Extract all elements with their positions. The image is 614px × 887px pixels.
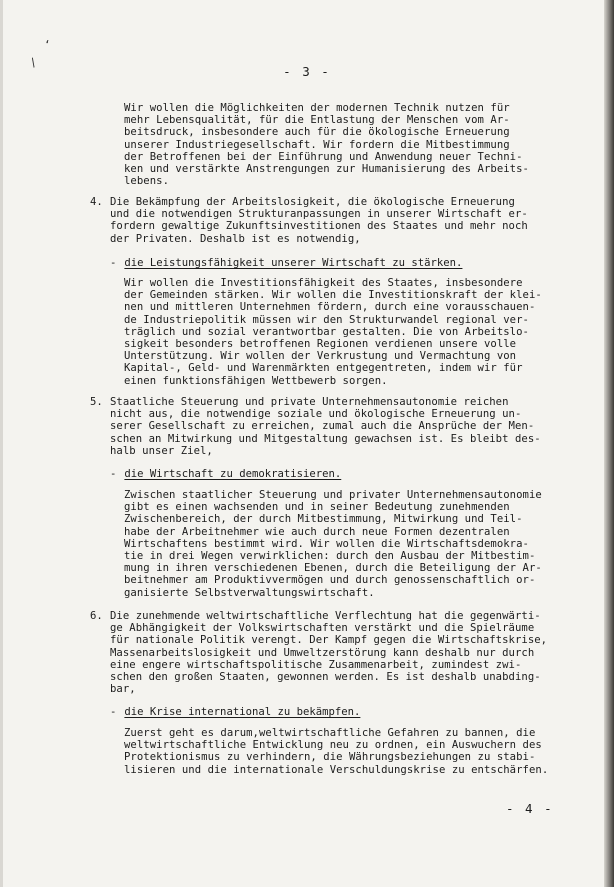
scan-edge-left [0, 0, 3, 887]
section-paragraph [110, 196, 528, 245]
text-line: Protektionismus zu verhindern, die Währungsbeziehungen zu stabi- [124, 751, 536, 764]
text-line: habe der Arbeitnehmer wie auch durch neue Formen dezentralen [124, 525, 510, 538]
text-line: tie in drei Wegen verwirklichen: durch den Ausbau der Mitbestim- [124, 550, 536, 563]
text-line: ken und verstärkte Anstrengungen zur Humanisierung des Arbeits- [124, 163, 529, 176]
section-body [124, 489, 542, 599]
text-line: Wir wollen die Investitionsfähigkeit des Staates, insbesondere [124, 277, 523, 289]
section-number: 6. [90, 610, 103, 622]
page-number: - 3 - [283, 64, 331, 79]
text-line: für nationale Politik verengt. Der Kampf gegen die Wirtschaftskrise, [110, 634, 548, 647]
text-line: nen und mittleren Unternehmen fördern, durch eine vorausschauen- [124, 301, 536, 314]
text-line: halb unser Ziel, [110, 444, 213, 457]
text-line: Die zunehmende weltwirtschaftliche Verflechtung hat die gegenwärti- [110, 610, 541, 622]
text-line: der Gemeinden stärken. Wir wollen die Investitionskraft der klei- [124, 289, 542, 302]
section-body [124, 277, 542, 387]
text-line: weltwirtschaftliche Entwicklung neu zu ordnen, ein Auswuchern des [124, 739, 542, 752]
text-line: Unterstützung. Wir wollen der Verkrustung und Vermachtung von [124, 350, 517, 363]
section-heading: - die Leistungsfähigkeit unserer Wirtschaft zu stärken. [110, 257, 463, 269]
text-line: beitnehmer am Produktivvermögen und durch genossenschaftlich or- [124, 574, 536, 587]
text-line: nicht aus, die notwendige soziale und ökologische Erneuerung un- [110, 408, 522, 421]
section-number: 5. [90, 396, 103, 408]
section-paragraph [110, 396, 541, 457]
text-line: mehr Lebensqualität, für die Entlastung der Menschen vom Ar- [124, 114, 510, 127]
text-line: Wir wollen die Möglichkeiten der modernen Technik nutzen für [124, 102, 510, 114]
text-line: eine engere wirtschaftspolitische Zusammenarbeit, zumindest zwi- [110, 658, 522, 671]
section-heading: - die Krise international zu bekämpfen. [110, 706, 361, 718]
text-line: lebens. [124, 175, 169, 188]
text-line: ganisierte Selbstverwaltungswirtschaft. [124, 586, 375, 599]
text-line: mung in ihren verschiedenen Ebenen, durch die Beteiligung der Ar- [124, 562, 542, 575]
next-page-indicator: - 4 - [506, 801, 554, 816]
text-line: schen den großen Staaten, gewonnen werden. Es ist deshalb unabding- [110, 671, 541, 684]
text-line: de Industriepolitik müssen wir den Strukturwandel regional ver- [124, 313, 529, 326]
text-line: und die notwendigen Strukturanpassungen in unserer Wirtschaft er- [110, 208, 528, 221]
pen-mark: ‘ [44, 38, 51, 51]
text-line: gibt es einen wachsenden und in seiner Bedeutung zunehmenden [124, 501, 510, 514]
section-paragraph [110, 610, 547, 695]
section-heading-text: die Krise international zu bekämpfen. [124, 706, 361, 718]
intro-paragraph [124, 102, 529, 187]
text-line: beitsdruck, insbesondere auch für die ökologische Erneuerung [124, 126, 510, 139]
text-line: Staatliche Steuerung und private Unternehmensautonomie reichen [110, 396, 509, 408]
text-line: Zwischenbereich, der durch Mitbestimmung, Mitwirkung und Teil- [124, 513, 523, 526]
text-line: bar, [110, 683, 136, 696]
text-line: der Privaten. Deshalb ist es notwendig, [110, 232, 361, 245]
text-line: serer Gesellschaft zu erreichen, zumal auch die Ansprüche der Men- [110, 420, 535, 433]
text-line: lisieren und die internationale Verschuldungskrise zu entschärfen. [124, 763, 549, 776]
text-line: fordern gewaltige Zukunftsinvestitionen des Staates und mehr noch [110, 220, 528, 233]
section-number: 4. [90, 196, 103, 208]
text-line: Massenarbeitslosigkeit und Umweltzerstörung kann deshalb nur durch [110, 646, 535, 659]
scan-edge-right [604, 0, 614, 887]
text-line: sigkeit besonders betroffenen Regionen verdienen unsere volle [124, 338, 517, 351]
section-body [124, 727, 548, 776]
text-line: Wirtschaftens bestimmt wird. Wir wollen die Wirtschaftsdemokra- [124, 537, 529, 550]
pen-mark: / [26, 55, 40, 70]
text-line: Zuerst geht es darum,weltwirtschaftliche Gefahren zu bannen, die [124, 727, 536, 739]
text-line: träglich und sozial verantwortbar gestalten. Die von Arbeitslo- [124, 325, 529, 338]
section-heading: - die Wirtschaft zu demokratisieren. [110, 468, 342, 480]
text-line: der Betroffenen bei der Einführung und Anwendung neuer Techni- [124, 150, 523, 163]
text-line: einen funktionsfähigen Wettbewerb sorgen. [124, 374, 388, 387]
text-line: Zwischen staatlicher Steuerung und privater Unternehmensautonomie [124, 489, 542, 501]
section-heading-text: die Leistungsfähigkeit unserer Wirtschaft zu stärken. [124, 257, 463, 269]
section-heading-text: die Wirtschaft zu demokratisieren. [124, 468, 342, 480]
text-line: Die Bekämpfung der Arbeitslosigkeit, die ökologische Erneuerung [110, 196, 515, 208]
text-line: schen an Mitwirkung und Mitgestaltung gewachsen ist. Es bleibt des- [110, 432, 541, 445]
text-line: ge Abhängigkeit der Volkswirtschaften verstärkt und die Spielräume [110, 622, 535, 635]
text-line: unserer Industriegesellschaft. Wir fordern die Mitbestimmung [124, 138, 510, 151]
text-line: Kapital-, Geld- und Warenmärkten entgegentreten, indem wir für [124, 362, 523, 375]
